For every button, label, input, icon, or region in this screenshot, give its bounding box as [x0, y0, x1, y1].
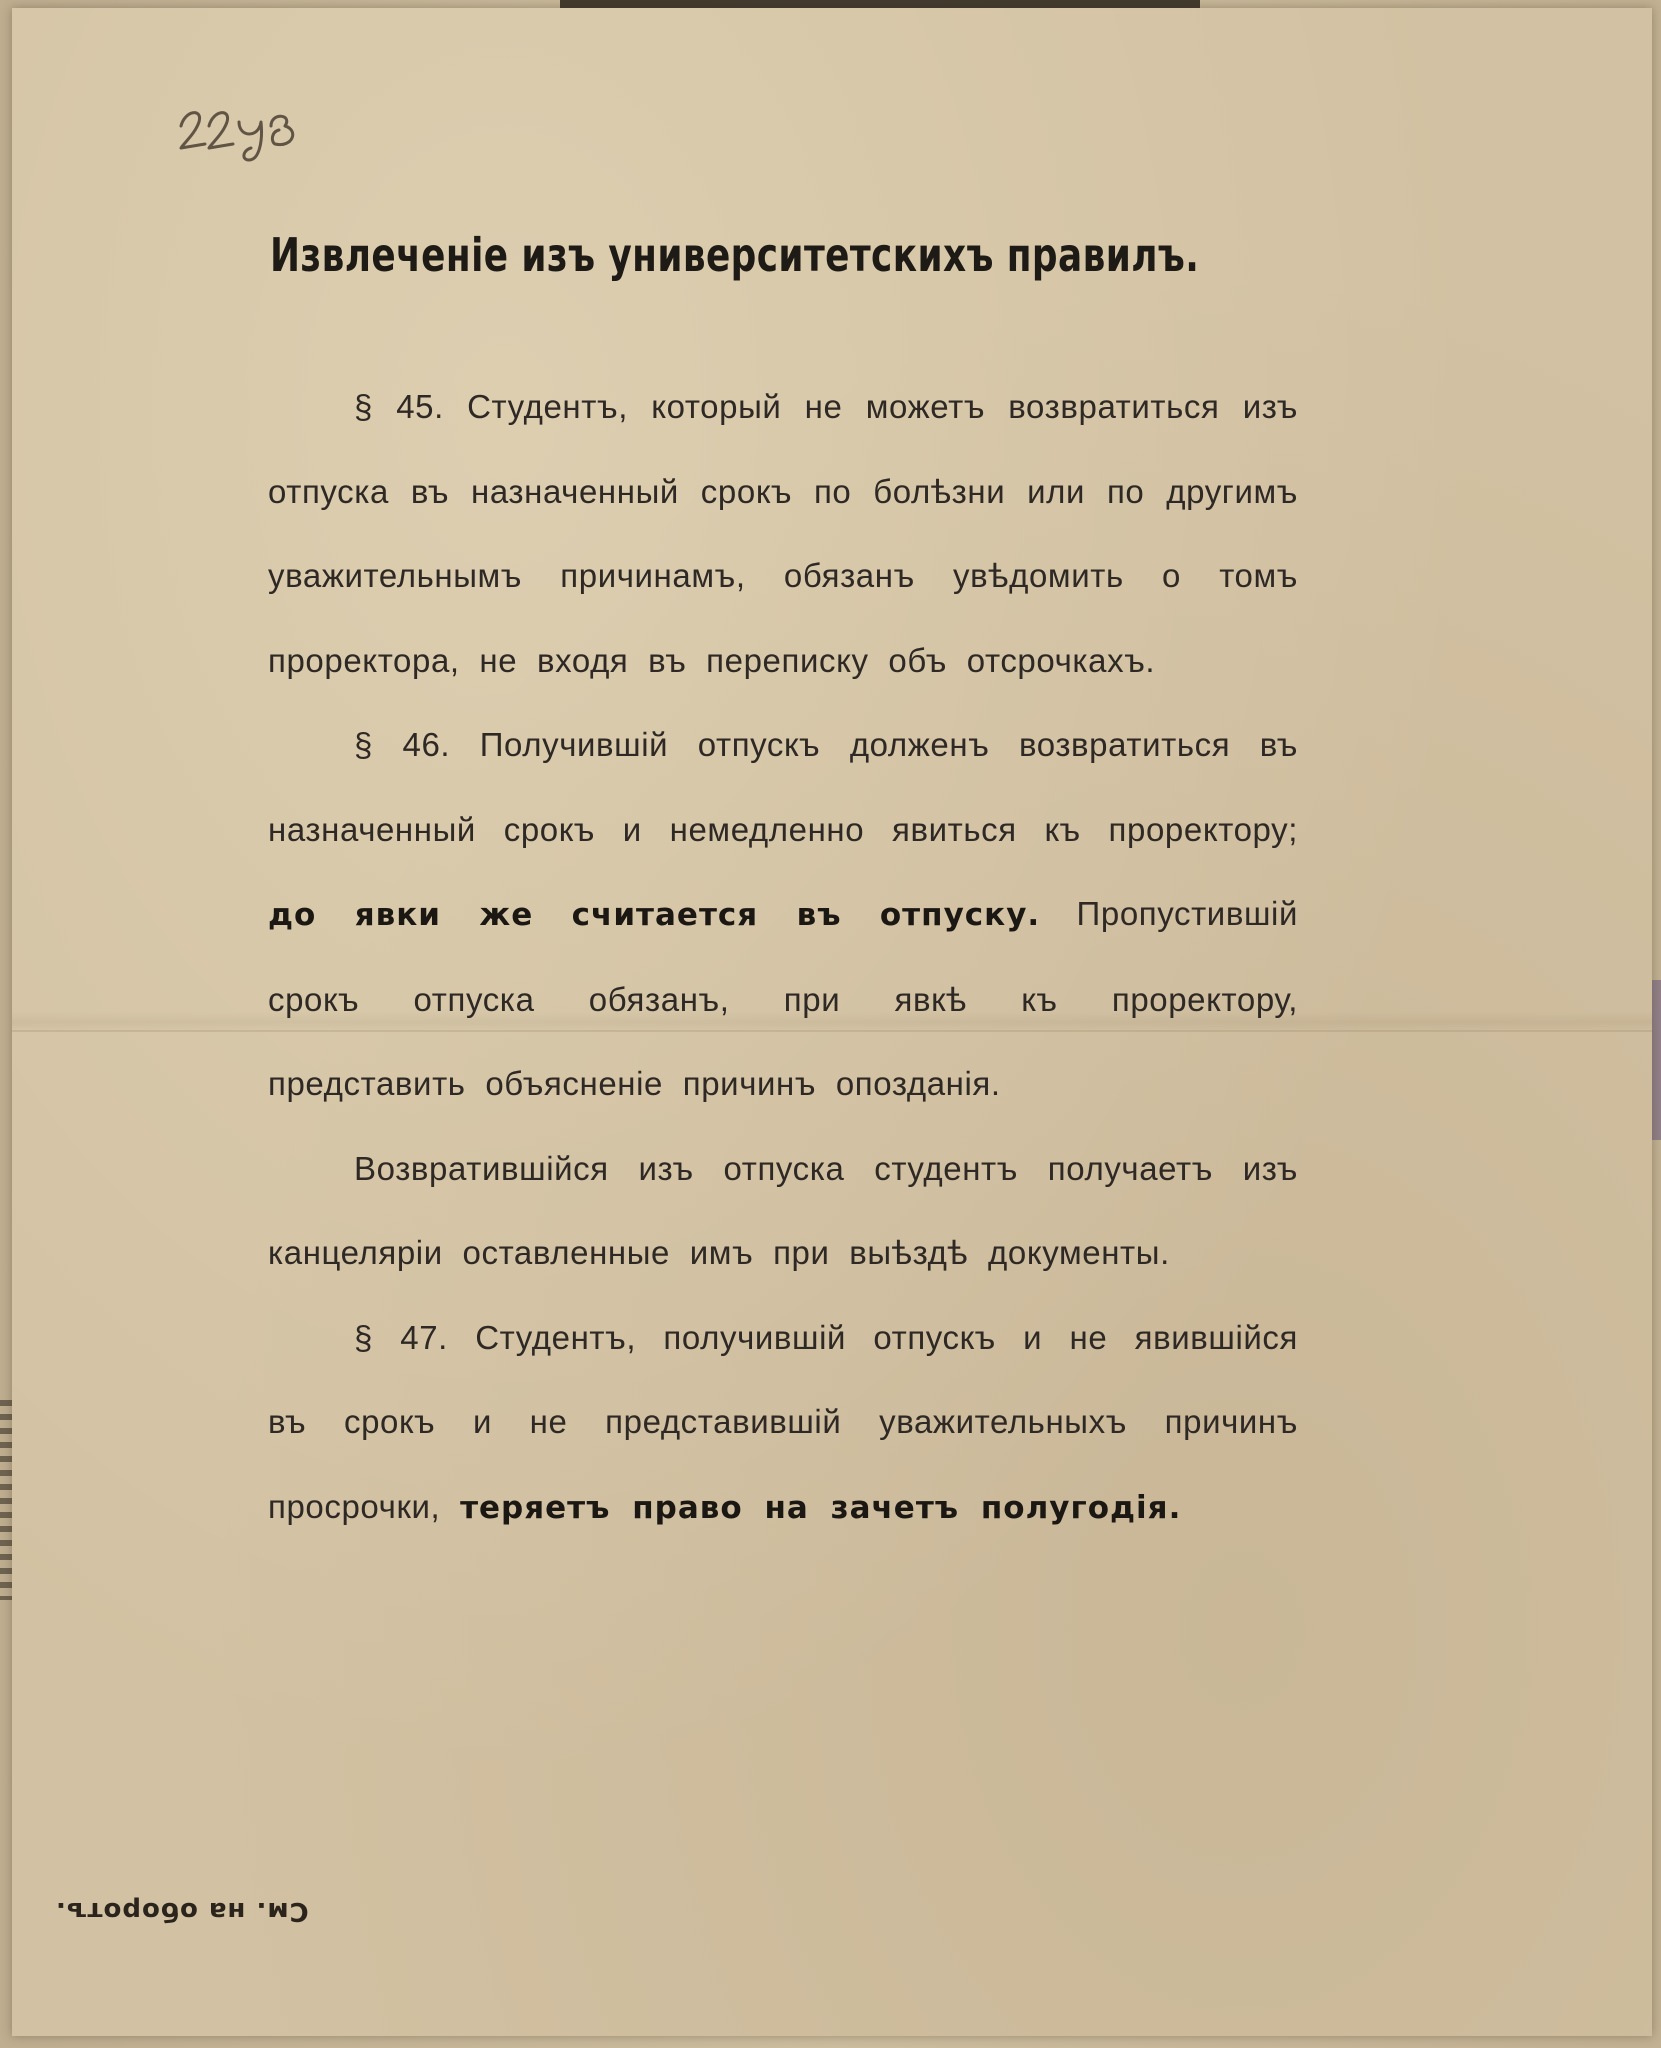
rules-text	[268, 365, 1298, 1550]
document-title: Извлеченіе изъ университетскихъ правилъ.	[270, 228, 1200, 282]
paragraph-45: § 45. Студентъ, который не можетъ возвратиться изъ отпуска въ назначенный срокъ по болѣзни или по другимъ уважительнымъ причинамъ, обязанъ увѣдомить о томъ проректора, не входя въ переписку объ отсрочкахъ.	[268, 388, 1298, 679]
paragraph-46: § 46. Получившій отпускъ долженъ возвратиться въ назначенный срокъ и немедленно явиться къ проректору; до явки же считается въ отпуску. Пропустившій срокъ отпуска обязанъ, при явкѣ къ проректору, представить объясненіе причинъ опозданія.	[268, 726, 1298, 1102]
see-reverse-note: См. на оборотъ.	[55, 1896, 309, 1926]
handwritten-note	[175, 82, 305, 162]
paragraph-return: Возвратившійся изъ отпуска студентъ получаетъ изъ канцеляріи оставленные имъ при выѣздѣ документы.	[268, 1149, 1298, 1271]
underlying-edge-text	[0, 1400, 12, 1600]
paragraph-47: § 47. Студентъ, получившій отпускъ и не явившійся въ срокъ и не представившій уважительныхъ причинъ просрочки, теряетъ право на зачетъ полугодія.	[268, 1318, 1298, 1526]
emphasis-text: до явки же считается въ отпуску.	[268, 897, 1041, 933]
emphasis-text: теряетъ право на зачетъ полугодія.	[460, 1489, 1182, 1526]
